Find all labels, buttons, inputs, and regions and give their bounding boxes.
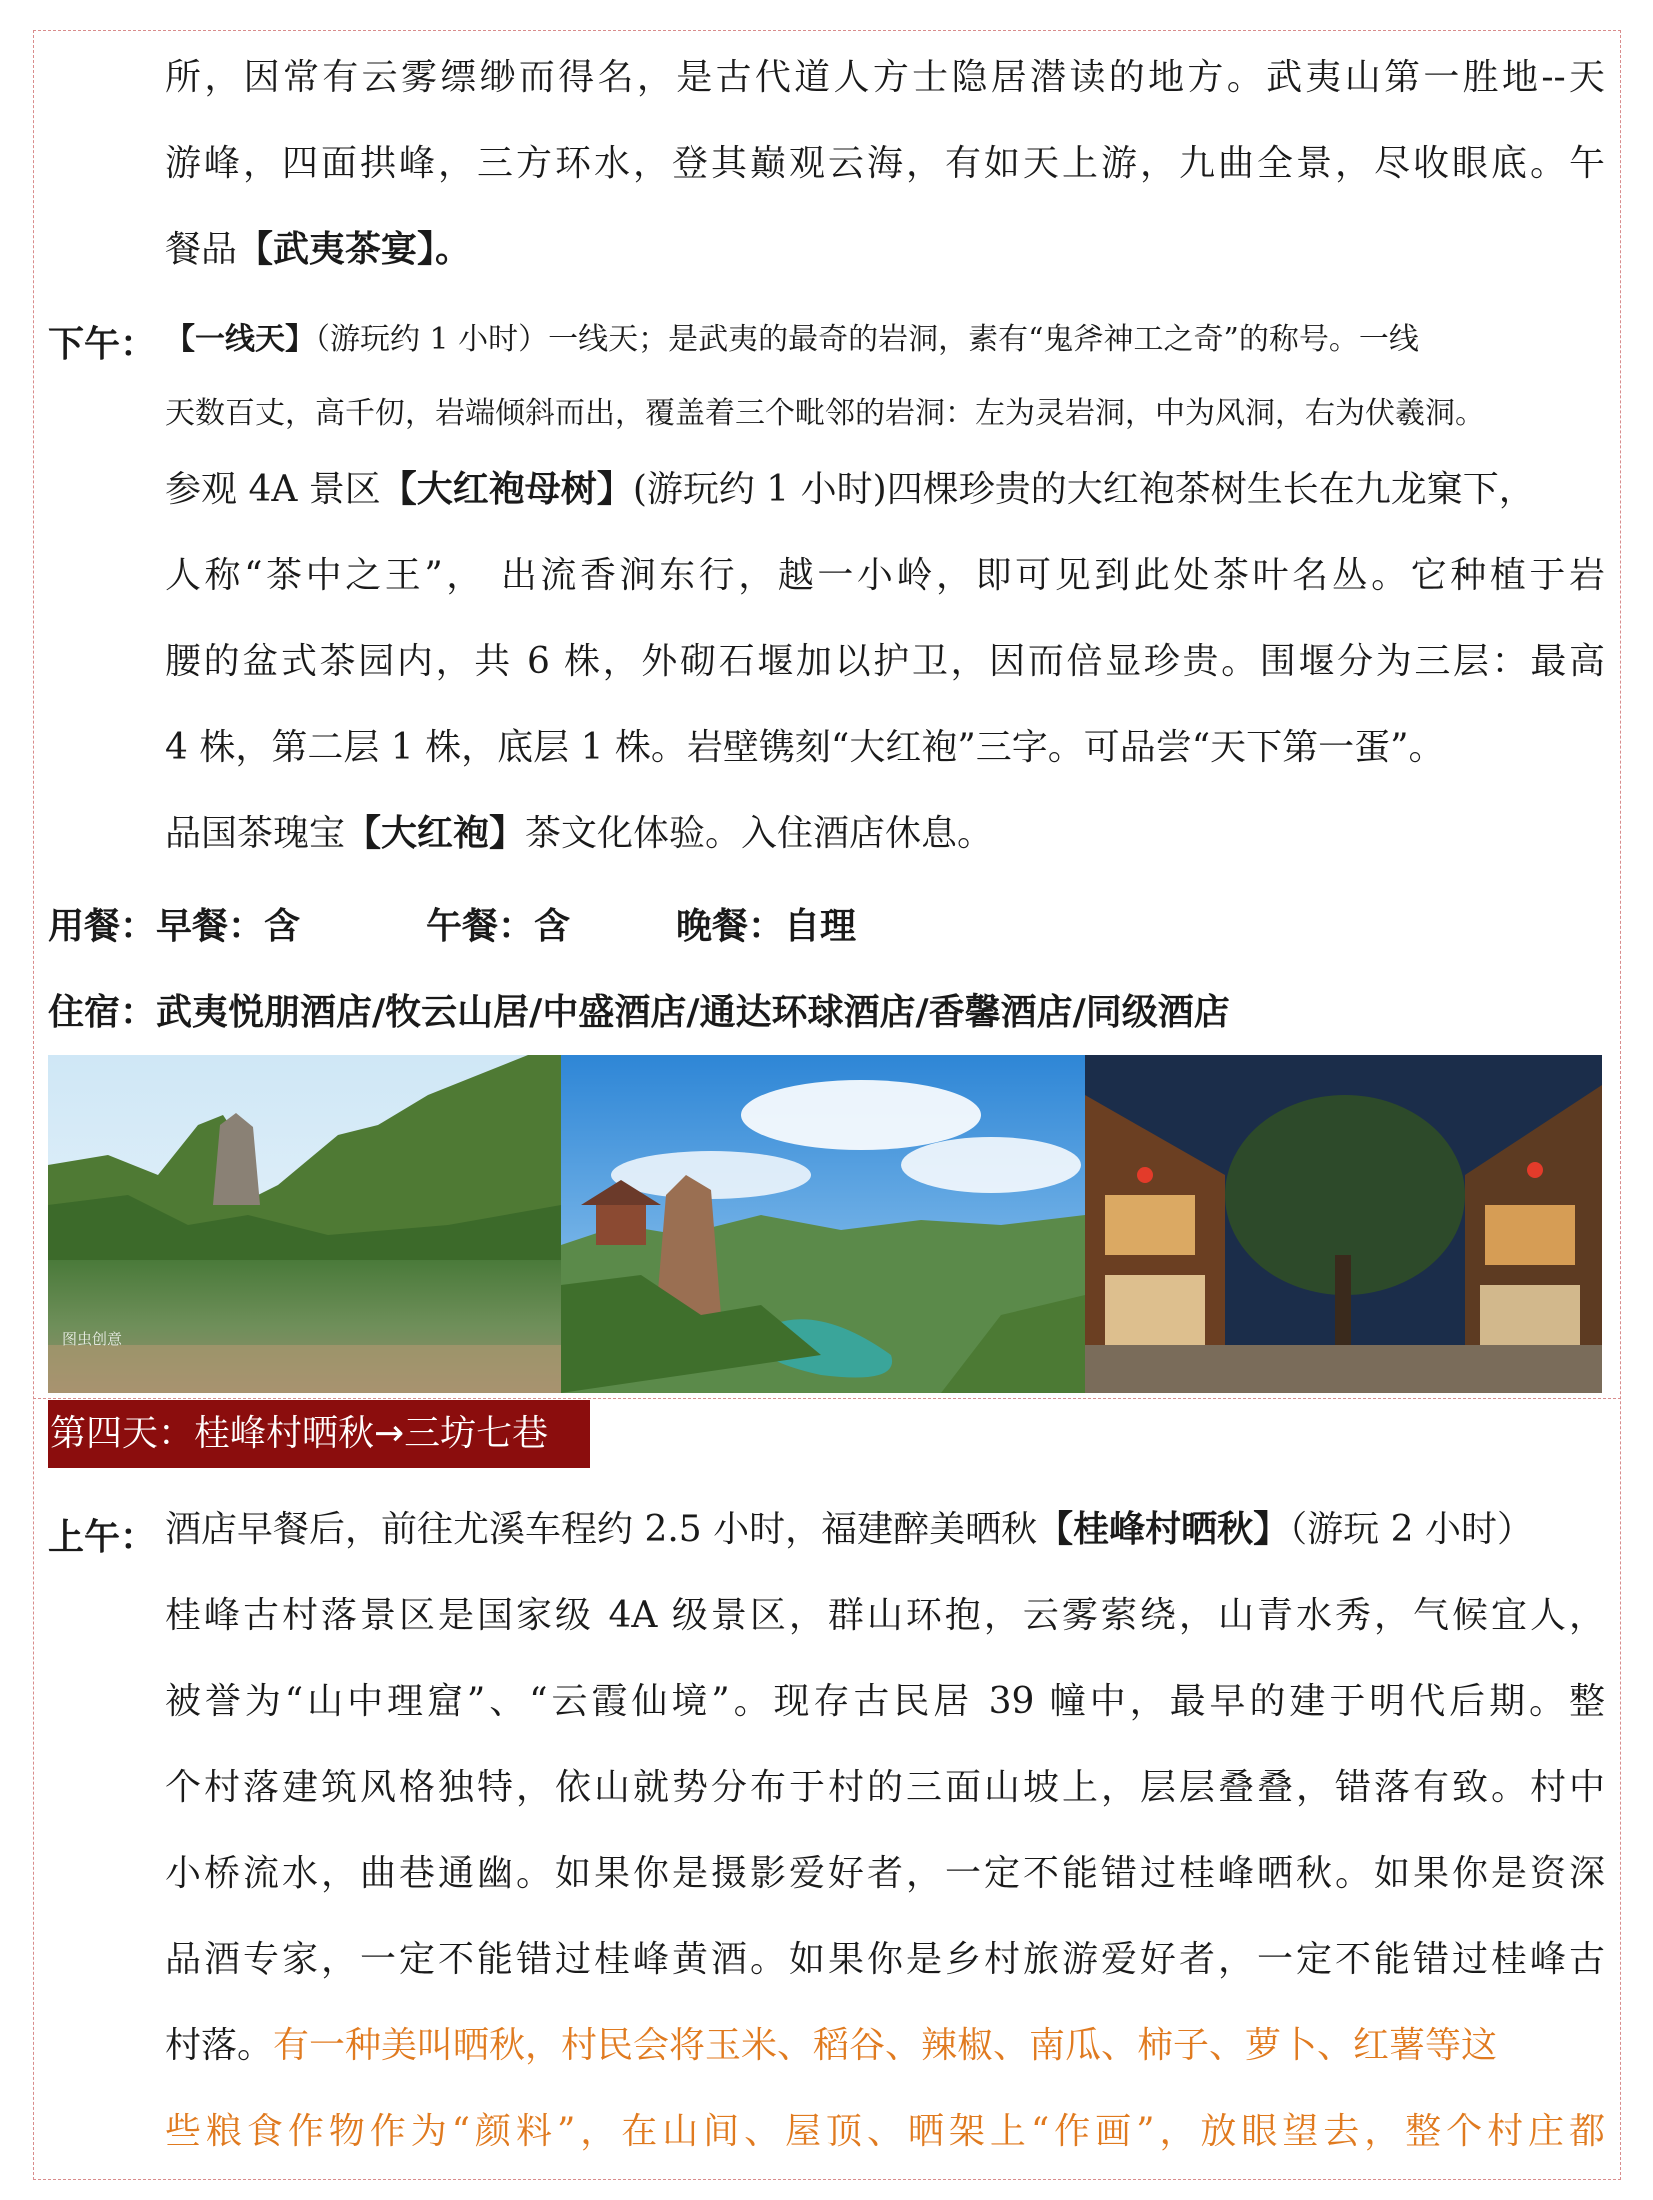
- photo-river-landscape: [48, 1055, 561, 1393]
- yixiantian-text: （游玩约 1 小时）一线天；是武夷的最奇的岩洞，素有“鬼斧神工之奇”的称号。一线: [315, 322, 1419, 357]
- day4-line-3: 被誉为“山中理窟”、“云霞仙境”。现存古民居 39 幢中，最早的建于明代后期。整: [165, 1681, 1605, 1722]
- day4-line-5: 小桥流水，曲巷通幽。如果你是摄影爱好者，一定不能错过桂峰晒秋。如果你是资深: [165, 1853, 1605, 1894]
- afternoon-line-7-b: 茶文化体验。入住酒店休息。: [525, 813, 994, 854]
- morning-label: 上午：: [48, 1517, 157, 1558]
- afternoon-line-1: [165, 316, 1605, 364]
- afternoon-line-7-a: 品国茶瑰宝: [165, 813, 346, 854]
- day4-line-4: 个村落建筑风格独特，依山就势分布于村的三面山坡上，层层叠叠，错落有致。村中: [165, 1767, 1605, 1808]
- hotel-line: [48, 984, 1230, 1035]
- yixiantian-title: 【一线天】: [165, 322, 315, 357]
- photo-watermark: 图虫创意: [62, 1330, 123, 1348]
- breakfast-info: 早餐：含: [156, 906, 301, 947]
- shaiqiu-highlight-1: 有一种美叫晒秋，村民会将玉米、稻谷、辣椒、南瓜、柿子、萝卜、红薯等这: [273, 2025, 1498, 2066]
- afternoon-line-2: 天数百丈，高千仞，岩端倾斜而出，覆盖着三个毗邻的岩洞：左为灵岩洞，中为风洞，右为伏羲洞。: [165, 396, 1485, 431]
- day4-line-7: [165, 2022, 1605, 2070]
- hotel-label: 住宿：: [48, 992, 157, 1033]
- afternoon-line-3: [165, 466, 1605, 514]
- dinner-info: 晚餐：自理: [676, 906, 857, 947]
- lunch-info: 午餐：含: [426, 906, 571, 947]
- morning-text-line-2: 游峰，四面拱峰，三方环水，登其巅观云海，有如天上游，九曲全景，尽收眼底。午: [165, 143, 1605, 184]
- day4-line-1: [165, 1506, 1605, 1554]
- afternoon-label: 下午：: [48, 324, 157, 365]
- afternoon-line-7: [165, 810, 1605, 858]
- meals-label: 用餐：: [48, 906, 157, 947]
- photo-mountain-valley: [561, 1055, 1085, 1393]
- lunch-highlight: 【武夷茶宴】。: [237, 229, 472, 270]
- hotel-list: 武夷悦朋酒店/牧云山居/中盛酒店/通达环球酒店/香馨酒店/同级酒店: [156, 992, 1230, 1033]
- day4-line-2: 桂峰古村落景区是国家级 4A 级景区，群山环抱，云雾萦绕，山青水秀，气候宜人，: [165, 1595, 1605, 1636]
- dahongpao-highlight: 【大红袍】: [345, 813, 526, 854]
- photo-night-street: [1085, 1055, 1602, 1393]
- dahongpao-mother-tree: 【大红袍母树】: [380, 469, 633, 510]
- section-divider: [33, 1398, 1621, 1399]
- afternoon-line-6: 4 株，第二层 1 株，底层 1 株。岩壁镌刻“大红袍”三字。可品尝“天下第一蛋”。: [165, 727, 1445, 768]
- day4-line-6: 品酒专家，一定不能错过桂峰黄酒。如果你是乡村旅游爱好者，一定不能错过桂峰古: [165, 1939, 1605, 1980]
- meals-line: [48, 898, 856, 949]
- day4-banner: 第四天：桂峰村晒秋→三坊七巷: [48, 1400, 590, 1468]
- afternoon-line-3-b: (游玩约 1 小时)四棵珍贵的大红袍茶树生长在九龙窠下，: [632, 469, 1535, 510]
- day4-line-1-a: 酒店早餐后，前往尤溪车程约 2.5 小时，福建醉美晒秋: [165, 1509, 1038, 1550]
- afternoon-line-4: 人称“茶中之王”， 出流香涧东行，越一小岭，即可见到此处茶叶名丛。它种植于岩: [165, 555, 1605, 596]
- shaiqiu-highlight-2: 些粮食作物作为“颜料”，在山间、屋顶、晒架上“作画”，放眼望去，整个村庄都: [165, 2111, 1605, 2152]
- morning-text-line-1: 所，因常有云雾缥缈而得名，是古代道人方士隐居潜读的地方。武夷山第一胜地--天: [165, 57, 1605, 98]
- guifeng-highlight: 【桂峰村晒秋】: [1037, 1509, 1290, 1550]
- afternoon-line-5: 腰的盆式茶园内，共 6 株，外砌石堰加以护卫，因而倍显珍贵。围堰分为三层：最高: [165, 641, 1605, 682]
- day4-line-7-a: 村落。: [165, 2025, 274, 2066]
- lunch-prefix: 餐品: [165, 229, 238, 270]
- afternoon-line-3-a: 参观 4A 景区: [165, 469, 381, 510]
- day4-line-1-b: （游玩 2 小时）: [1289, 1509, 1533, 1550]
- lunch-line: [165, 226, 1605, 274]
